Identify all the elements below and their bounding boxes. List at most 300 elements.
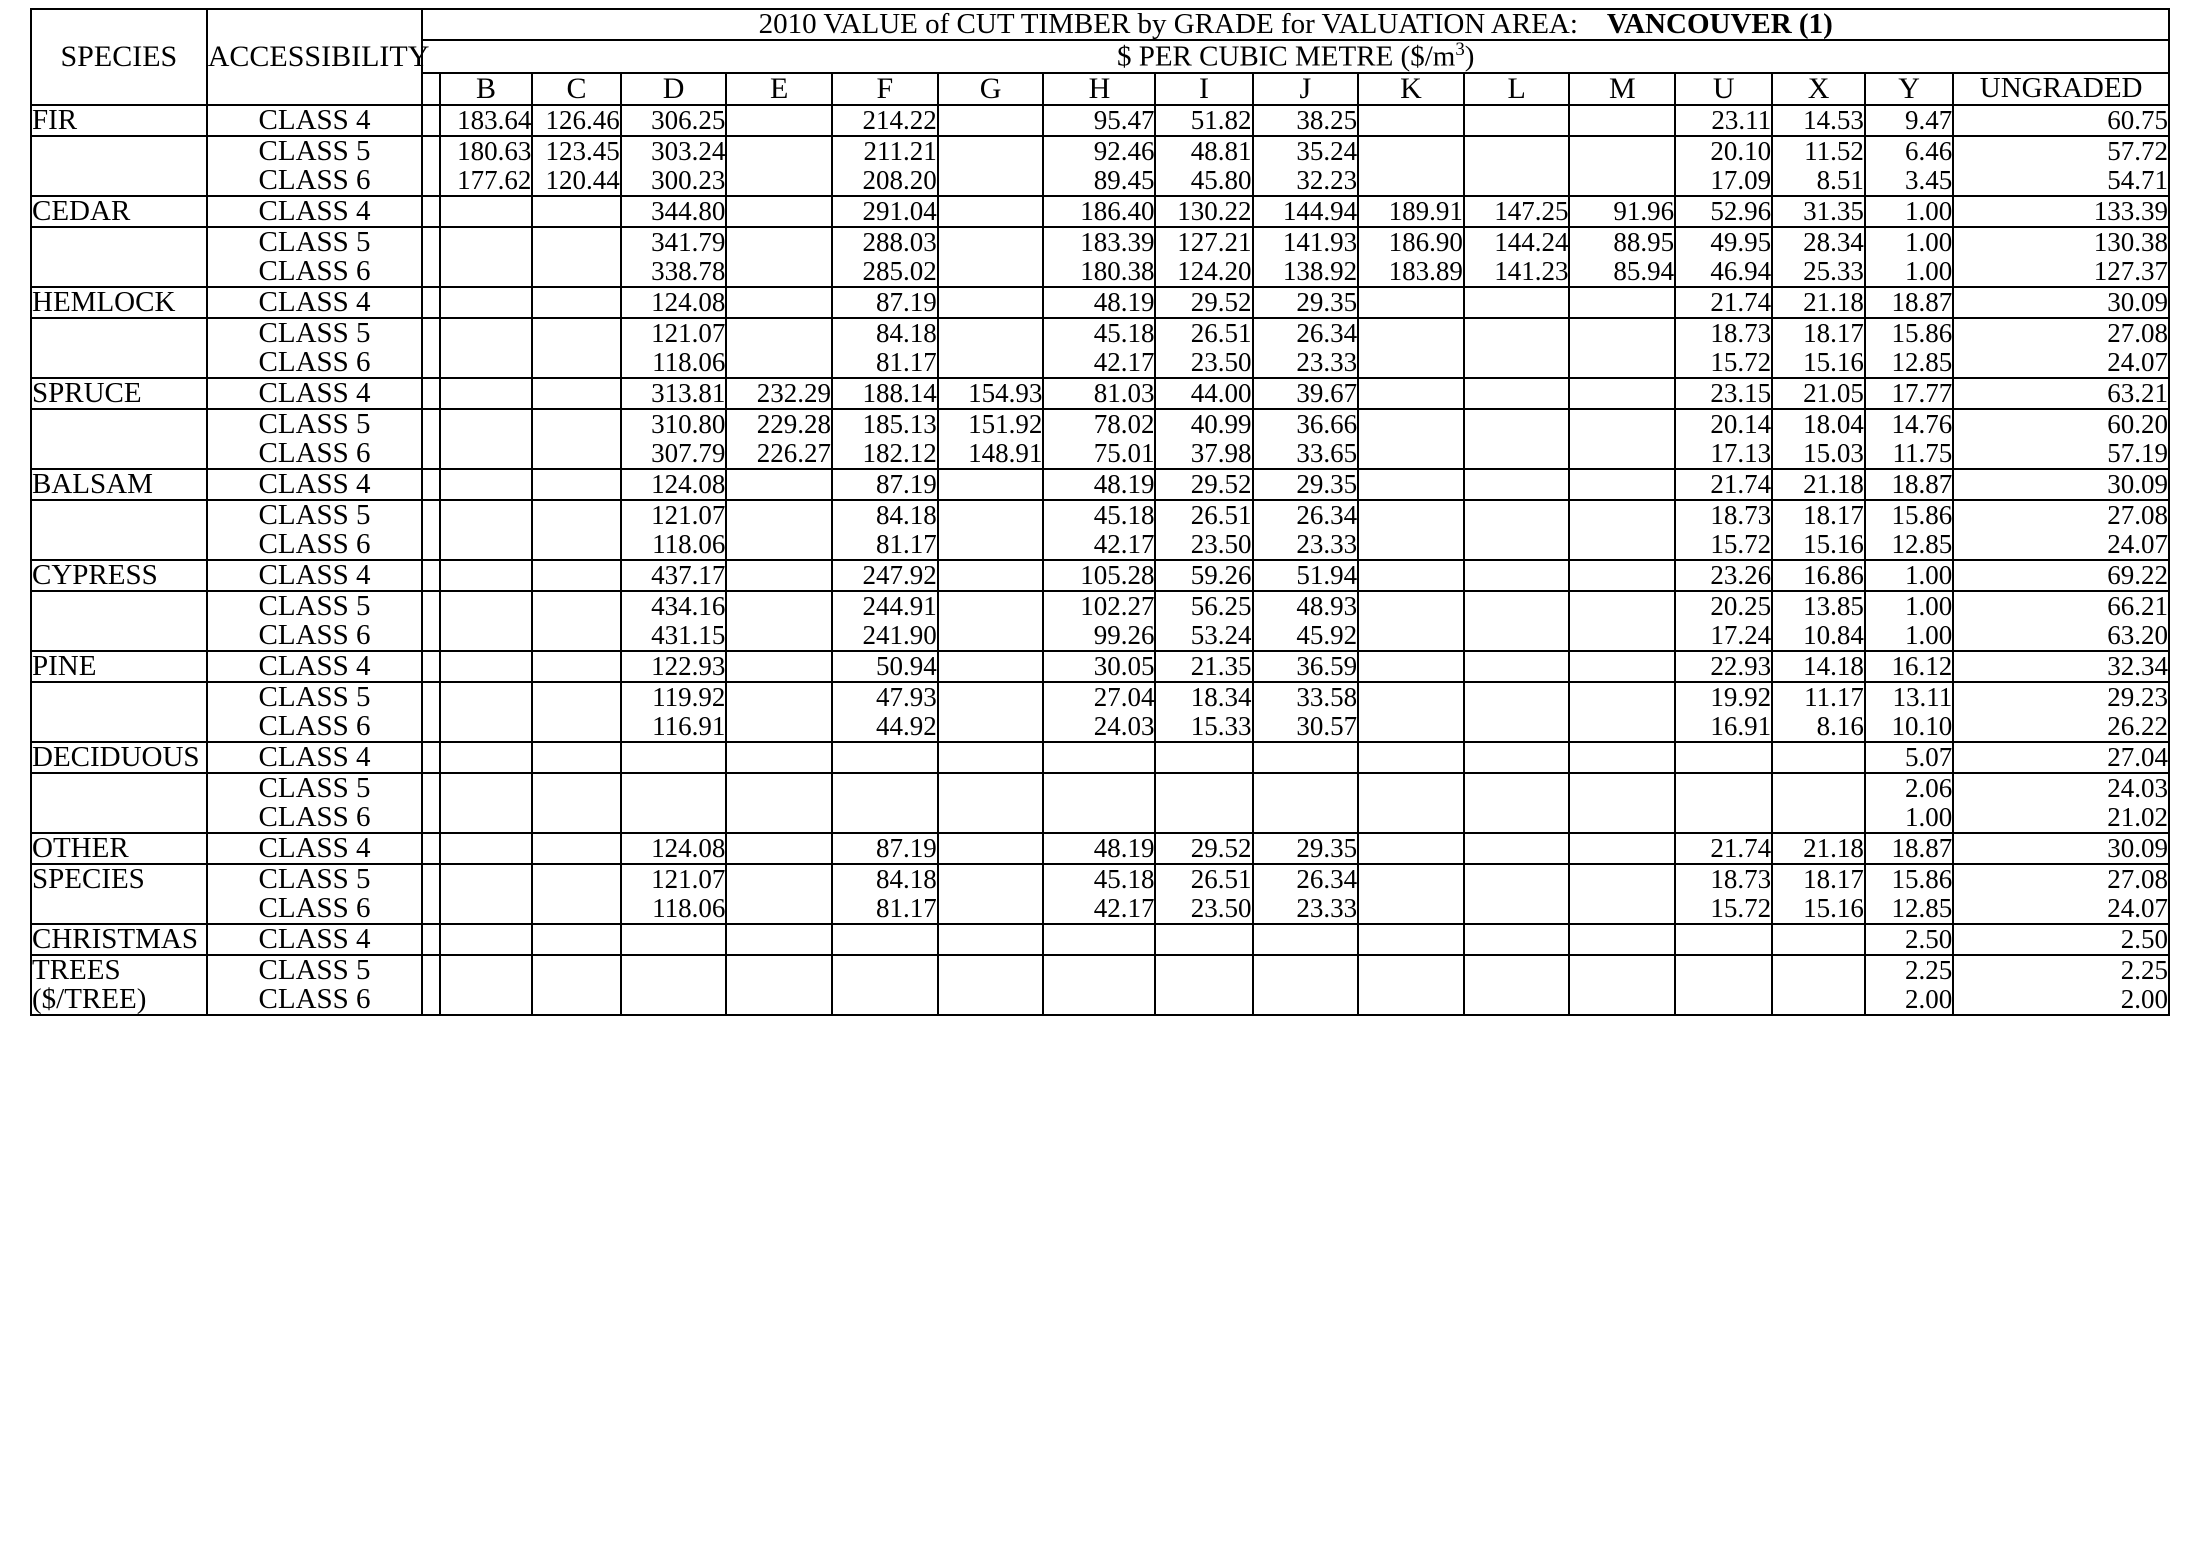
value-cell-k (1358, 985, 1464, 1015)
value-cell-g (938, 530, 1044, 560)
value-cell-b (440, 773, 533, 803)
value-cell-b (440, 712, 533, 742)
value-cell-e (726, 682, 832, 712)
value-cell-k (1358, 955, 1464, 985)
value-cell-c (532, 530, 620, 560)
value-cell-l (1464, 742, 1570, 773)
accessibility-class: CLASS 5 (207, 136, 423, 166)
value-cell-e (726, 257, 832, 287)
value-cell-h: 45.18 (1043, 318, 1155, 348)
value-cell-x (1772, 955, 1865, 985)
value-cell-ungraded: 63.20 (1953, 621, 2169, 651)
value-cell-ungraded: 2.25 (1953, 955, 2169, 985)
value-cell-u: 20.14 (1675, 409, 1772, 439)
value-cell-e (726, 985, 832, 1015)
value-cell-y: 10.10 (1865, 712, 1953, 742)
value-cell-c (532, 803, 620, 833)
grade-header-c: C (532, 73, 620, 105)
spacer-column (422, 166, 439, 196)
value-cell-g (938, 833, 1044, 864)
species-label: CEDAR (31, 196, 207, 227)
spacer-column (422, 651, 439, 682)
value-cell-h (1043, 985, 1155, 1015)
value-cell-ungraded: 127.37 (1953, 257, 2169, 287)
value-cell-l (1464, 318, 1570, 348)
value-cell-u: 49.95 (1675, 227, 1772, 257)
table-row (31, 864, 2169, 894)
value-cell-f: 185.13 (832, 409, 938, 439)
value-cell-m: 88.95 (1569, 227, 1675, 257)
value-cell-x: 11.17 (1772, 682, 1865, 712)
value-cell-h (1043, 955, 1155, 985)
value-cell-f: 81.17 (832, 348, 938, 378)
table-row (31, 591, 2169, 621)
accessibility-class: CLASS 4 (207, 105, 423, 136)
grade-header-y: Y (1865, 73, 1953, 105)
species-label: BALSAM (31, 469, 207, 500)
species-label: CYPRESS (31, 560, 207, 591)
accessibility-class: CLASS 6 (207, 894, 423, 924)
value-cell-u: 17.24 (1675, 621, 1772, 651)
value-cell-y: 1.00 (1865, 227, 1953, 257)
value-cell-i: 23.50 (1155, 894, 1252, 924)
value-cell-e (726, 742, 832, 773)
value-cell-m (1569, 439, 1675, 469)
value-cell-x: 10.84 (1772, 621, 1865, 651)
value-cell-d (621, 985, 727, 1015)
value-cell-e (726, 500, 832, 530)
table-row (31, 166, 2169, 196)
value-cell-u: 21.74 (1675, 469, 1772, 500)
value-cell-l (1464, 409, 1570, 439)
value-cell-ungraded: 66.21 (1953, 591, 2169, 621)
value-cell-h: 92.46 (1043, 136, 1155, 166)
table-row (31, 682, 2169, 712)
value-cell-g (938, 712, 1044, 742)
value-cell-y: 15.86 (1865, 318, 1953, 348)
species-label (31, 682, 207, 712)
table-row (31, 833, 2169, 864)
value-cell-b (440, 621, 533, 651)
value-cell-d: 300.23 (621, 166, 727, 196)
value-cell-ungraded: 133.39 (1953, 196, 2169, 227)
value-cell-x: 11.52 (1772, 136, 1865, 166)
value-cell-ungraded: 24.03 (1953, 773, 2169, 803)
species-label (31, 348, 207, 378)
value-cell-c (532, 227, 620, 257)
value-cell-u: 16.91 (1675, 712, 1772, 742)
table-row (31, 742, 2169, 773)
value-cell-x (1772, 773, 1865, 803)
value-cell-e (726, 287, 832, 318)
grade-header-e: E (726, 73, 832, 105)
value-cell-x: 8.16 (1772, 712, 1865, 742)
value-cell-g (938, 257, 1044, 287)
value-cell-e (726, 712, 832, 742)
value-cell-k (1358, 378, 1464, 409)
value-cell-e (726, 136, 832, 166)
value-cell-j: 38.25 (1253, 105, 1359, 136)
value-cell-g (938, 166, 1044, 196)
value-cell-c (532, 651, 620, 682)
table-row (31, 439, 2169, 469)
value-cell-f (832, 924, 938, 955)
value-cell-i: 26.51 (1155, 318, 1252, 348)
species-label: PINE (31, 651, 207, 682)
grade-header-h: H (1043, 73, 1155, 105)
value-cell-k: 183.89 (1358, 257, 1464, 287)
value-cell-f: 87.19 (832, 833, 938, 864)
value-cell-ungraded: 2.50 (1953, 924, 2169, 955)
value-cell-k (1358, 682, 1464, 712)
value-cell-c (532, 591, 620, 621)
value-cell-l (1464, 287, 1570, 318)
value-cell-j: 51.94 (1253, 560, 1359, 591)
accessibility-class: CLASS 4 (207, 378, 423, 409)
table-body (31, 105, 2169, 1015)
value-cell-c (532, 348, 620, 378)
value-cell-f: 81.17 (832, 530, 938, 560)
value-cell-g: 151.92 (938, 409, 1044, 439)
value-cell-j (1253, 773, 1359, 803)
title-row (31, 9, 2169, 40)
value-cell-x: 21.18 (1772, 469, 1865, 500)
value-cell-m (1569, 985, 1675, 1015)
value-cell-m (1569, 864, 1675, 894)
value-cell-y: 15.86 (1865, 864, 1953, 894)
value-cell-u (1675, 924, 1772, 955)
value-cell-i: 21.35 (1155, 651, 1252, 682)
spacer-column (422, 712, 439, 742)
value-cell-j: 26.34 (1253, 318, 1359, 348)
value-cell-d: 124.08 (621, 469, 727, 500)
value-cell-m (1569, 621, 1675, 651)
value-cell-d: 118.06 (621, 530, 727, 560)
value-cell-d (621, 924, 727, 955)
value-cell-j: 36.66 (1253, 409, 1359, 439)
value-cell-g (938, 682, 1044, 712)
value-cell-j: 23.33 (1253, 894, 1359, 924)
value-cell-ungraded: 63.21 (1953, 378, 2169, 409)
accessibility-class: CLASS 6 (207, 166, 423, 196)
value-cell-j: 29.35 (1253, 833, 1359, 864)
value-cell-g (938, 318, 1044, 348)
value-cell-l (1464, 924, 1570, 955)
value-cell-y: 1.00 (1865, 621, 1953, 651)
value-cell-m (1569, 378, 1675, 409)
value-cell-e (726, 591, 832, 621)
value-cell-u (1675, 955, 1772, 985)
value-cell-j: 141.93 (1253, 227, 1359, 257)
value-cell-m (1569, 955, 1675, 985)
value-cell-i: 45.80 (1155, 166, 1252, 196)
value-cell-u: 18.73 (1675, 318, 1772, 348)
spacer-column (422, 469, 439, 500)
value-cell-f: 241.90 (832, 621, 938, 651)
spacer-column (422, 287, 439, 318)
value-cell-c: 123.45 (532, 136, 620, 166)
value-cell-i (1155, 742, 1252, 773)
value-cell-u: 21.74 (1675, 833, 1772, 864)
value-cell-d: 121.07 (621, 864, 727, 894)
value-cell-d: 344.80 (621, 196, 727, 227)
value-cell-c: 126.46 (532, 105, 620, 136)
spacer-column (422, 409, 439, 439)
value-cell-i: 40.99 (1155, 409, 1252, 439)
value-cell-h: 42.17 (1043, 894, 1155, 924)
value-cell-i: 26.51 (1155, 500, 1252, 530)
value-cell-x: 14.18 (1772, 651, 1865, 682)
value-cell-c (532, 500, 620, 530)
value-cell-e (726, 924, 832, 955)
species-label (31, 500, 207, 530)
grade-header-m: M (1569, 73, 1675, 105)
accessibility-class: CLASS 6 (207, 712, 423, 742)
accessibility-class: CLASS 4 (207, 742, 423, 773)
accessibility-class: CLASS 6 (207, 985, 423, 1015)
value-cell-ungraded: 54.71 (1953, 166, 2169, 196)
value-cell-m (1569, 287, 1675, 318)
value-cell-y: 15.86 (1865, 500, 1953, 530)
value-cell-l (1464, 136, 1570, 166)
value-cell-j (1253, 742, 1359, 773)
value-cell-m (1569, 136, 1675, 166)
table-row (31, 530, 2169, 560)
value-cell-ungraded: 24.07 (1953, 530, 2169, 560)
value-cell-ungraded: 57.19 (1953, 439, 2169, 469)
value-cell-u: 17.09 (1675, 166, 1772, 196)
value-cell-j: 138.92 (1253, 257, 1359, 287)
value-cell-i: 26.51 (1155, 864, 1252, 894)
grade-header-k: K (1358, 73, 1464, 105)
value-cell-c (532, 621, 620, 651)
accessibility-class: CLASS 5 (207, 773, 423, 803)
value-cell-l: 144.24 (1464, 227, 1570, 257)
value-cell-b: 180.63 (440, 136, 533, 166)
value-cell-k (1358, 318, 1464, 348)
value-cell-l (1464, 469, 1570, 500)
value-cell-f: 188.14 (832, 378, 938, 409)
value-cell-f: 211.21 (832, 136, 938, 166)
value-cell-j: 33.65 (1253, 439, 1359, 469)
value-cell-f (832, 985, 938, 1015)
value-cell-u: 23.26 (1675, 560, 1772, 591)
value-cell-y: 2.00 (1865, 985, 1953, 1015)
spacer-column (422, 773, 439, 803)
species-label: DECIDUOUS (31, 742, 207, 773)
value-cell-b (440, 530, 533, 560)
value-cell-h (1043, 924, 1155, 955)
value-cell-g (938, 136, 1044, 166)
value-cell-g (938, 500, 1044, 530)
table-row (31, 318, 2169, 348)
accessibility-class: CLASS 6 (207, 257, 423, 287)
value-cell-u: 17.13 (1675, 439, 1772, 469)
value-cell-b (440, 287, 533, 318)
species-label (31, 621, 207, 651)
value-cell-e (726, 196, 832, 227)
spacer-column (422, 985, 439, 1015)
value-cell-k (1358, 591, 1464, 621)
value-cell-k (1358, 621, 1464, 651)
value-cell-f: 182.12 (832, 439, 938, 469)
value-cell-c (532, 924, 620, 955)
value-cell-l (1464, 985, 1570, 1015)
value-cell-j: 45.92 (1253, 621, 1359, 651)
value-cell-i: 44.00 (1155, 378, 1252, 409)
table-row (31, 105, 2169, 136)
value-cell-y: 12.85 (1865, 894, 1953, 924)
value-cell-k (1358, 166, 1464, 196)
value-cell-g (938, 651, 1044, 682)
value-cell-h: 81.03 (1043, 378, 1155, 409)
value-cell-h: 75.01 (1043, 439, 1155, 469)
value-cell-e (726, 318, 832, 348)
value-cell-e (726, 651, 832, 682)
value-cell-f (832, 955, 938, 985)
value-cell-j: 30.57 (1253, 712, 1359, 742)
value-cell-k (1358, 864, 1464, 894)
accessibility-class: CLASS 5 (207, 955, 423, 985)
subtitle-exponent: 3 (1455, 39, 1465, 60)
spacer-column (422, 196, 439, 227)
species-label (31, 894, 207, 924)
species-label (31, 257, 207, 287)
value-cell-l: 147.25 (1464, 196, 1570, 227)
accessibility-class: CLASS 4 (207, 469, 423, 500)
value-cell-l (1464, 500, 1570, 530)
value-cell-x: 21.18 (1772, 833, 1865, 864)
value-cell-g (938, 227, 1044, 257)
value-cell-g (938, 287, 1044, 318)
value-cell-h: 78.02 (1043, 409, 1155, 439)
table-row (31, 621, 2169, 651)
value-cell-y: 14.76 (1865, 409, 1953, 439)
value-cell-k: 186.90 (1358, 227, 1464, 257)
value-cell-m: 91.96 (1569, 196, 1675, 227)
value-cell-f: 285.02 (832, 257, 938, 287)
grade-header-b: B (440, 73, 533, 105)
value-cell-k (1358, 773, 1464, 803)
value-cell-c (532, 287, 620, 318)
accessibility-class: CLASS 4 (207, 833, 423, 864)
value-cell-ungraded: 26.22 (1953, 712, 2169, 742)
value-cell-m (1569, 651, 1675, 682)
value-cell-u: 21.74 (1675, 287, 1772, 318)
value-cell-l: 141.23 (1464, 257, 1570, 287)
value-cell-ungraded: 30.09 (1953, 287, 2169, 318)
species-label (31, 439, 207, 469)
value-cell-j: 29.35 (1253, 287, 1359, 318)
value-cell-f: 291.04 (832, 196, 938, 227)
value-cell-y: 16.12 (1865, 651, 1953, 682)
value-cell-u (1675, 742, 1772, 773)
value-cell-l (1464, 712, 1570, 742)
accessibility-class: CLASS 4 (207, 651, 423, 682)
value-cell-h: 30.05 (1043, 651, 1155, 682)
grade-header-j: J (1253, 73, 1359, 105)
value-cell-m (1569, 348, 1675, 378)
value-cell-k (1358, 833, 1464, 864)
value-cell-x (1772, 985, 1865, 1015)
table-row (31, 894, 2169, 924)
value-cell-m (1569, 712, 1675, 742)
value-cell-i: 130.22 (1155, 196, 1252, 227)
value-cell-h: 183.39 (1043, 227, 1155, 257)
value-cell-m (1569, 803, 1675, 833)
value-cell-e (726, 530, 832, 560)
value-cell-ungraded: 32.34 (1953, 651, 2169, 682)
value-cell-u: 18.73 (1675, 864, 1772, 894)
value-cell-c (532, 894, 620, 924)
value-cell-f: 84.18 (832, 500, 938, 530)
value-cell-y: 9.47 (1865, 105, 1953, 136)
value-cell-k: 189.91 (1358, 196, 1464, 227)
value-cell-y: 3.45 (1865, 166, 1953, 196)
species-label (31, 227, 207, 257)
value-cell-x: 28.34 (1772, 227, 1865, 257)
value-cell-d (621, 742, 727, 773)
value-cell-h (1043, 742, 1155, 773)
value-cell-f: 47.93 (832, 682, 938, 712)
value-cell-l (1464, 591, 1570, 621)
value-cell-f: 87.19 (832, 287, 938, 318)
value-cell-f: 247.92 (832, 560, 938, 591)
value-cell-u: 15.72 (1675, 348, 1772, 378)
value-cell-c (532, 773, 620, 803)
value-cell-i (1155, 985, 1252, 1015)
value-cell-i (1155, 803, 1252, 833)
value-cell-l (1464, 864, 1570, 894)
value-cell-l (1464, 682, 1570, 712)
species-label (31, 409, 207, 439)
value-cell-x: 13.85 (1772, 591, 1865, 621)
value-cell-f: 244.91 (832, 591, 938, 621)
value-cell-b (440, 409, 533, 439)
value-cell-k (1358, 105, 1464, 136)
value-cell-y: 2.06 (1865, 773, 1953, 803)
value-cell-x: 18.04 (1772, 409, 1865, 439)
value-cell-y: 17.77 (1865, 378, 1953, 409)
value-cell-k (1358, 500, 1464, 530)
value-cell-x: 18.17 (1772, 864, 1865, 894)
value-cell-j: 29.35 (1253, 469, 1359, 500)
value-cell-e (726, 833, 832, 864)
value-cell-x (1772, 742, 1865, 773)
value-cell-i: 53.24 (1155, 621, 1252, 651)
table-row (31, 560, 2169, 591)
value-cell-i: 127.21 (1155, 227, 1252, 257)
value-cell-k (1358, 136, 1464, 166)
spacer-column (422, 894, 439, 924)
value-cell-g (938, 560, 1044, 591)
value-cell-i: 29.52 (1155, 833, 1252, 864)
value-cell-y: 12.85 (1865, 348, 1953, 378)
accessibility-class: CLASS 5 (207, 227, 423, 257)
value-cell-g: 148.91 (938, 439, 1044, 469)
grade-header-l: L (1464, 73, 1570, 105)
value-cell-k (1358, 409, 1464, 439)
value-cell-l (1464, 105, 1570, 136)
value-cell-x: 21.05 (1772, 378, 1865, 409)
value-cell-m (1569, 469, 1675, 500)
value-cell-b (440, 833, 533, 864)
value-cell-d: 431.15 (621, 621, 727, 651)
value-cell-g (938, 803, 1044, 833)
species-label: ($/TREE) (31, 985, 207, 1015)
value-cell-u: 46.94 (1675, 257, 1772, 287)
value-cell-g (938, 196, 1044, 227)
